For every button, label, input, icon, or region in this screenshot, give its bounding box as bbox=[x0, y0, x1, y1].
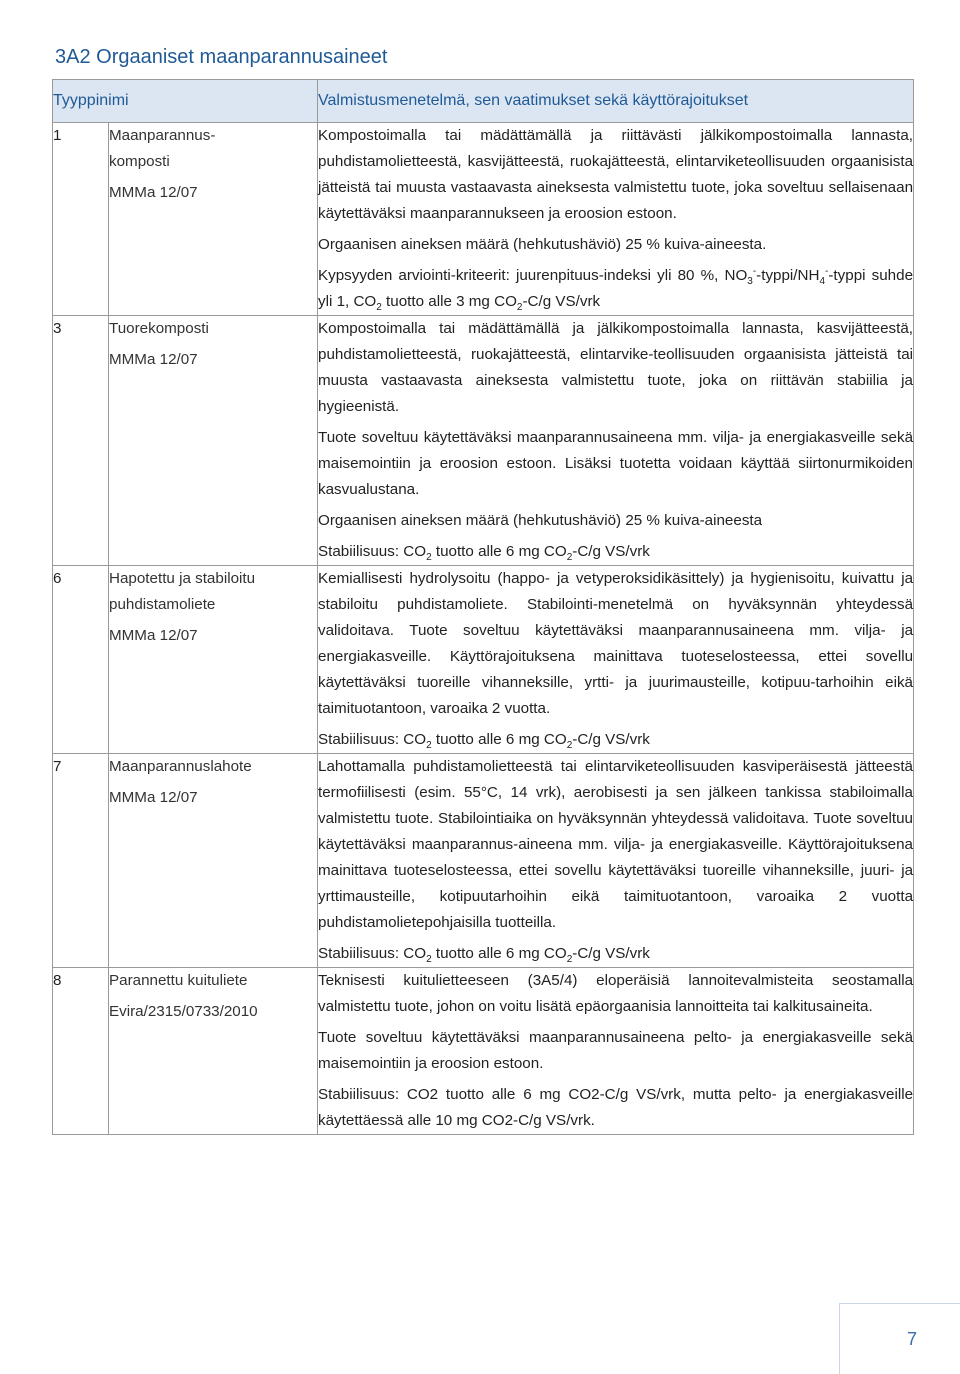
page-title: 3A2 Orgaaniset maanparannusaineet bbox=[55, 46, 388, 68]
row-number: 3 bbox=[53, 316, 109, 566]
description-cell bbox=[318, 566, 914, 754]
description-cell bbox=[318, 316, 914, 566]
description-paragraph: Stabiilisuus: $CO_2$ tuotto alle 6 mg $CO_2-C/g$ VS/vrk bbox=[318, 731, 650, 752]
regulation-code: MMMa 12/07 bbox=[109, 789, 198, 806]
row-number: 8 bbox=[53, 968, 109, 1135]
description-paragraph: Kompostoimalla tai mädättämällä ja jälkikompostoimalla lannasta, kasvijätteestä, puhdistamolietteestä, ruokajätteestä, elintarvike-teollisuuden orgaanisista jätteistä tai muusta vastaavasta aineksesta valmistettu tuote, joka on riittävän stabiilia ja hygieenistä. bbox=[318, 320, 914, 415]
description-paragraph: Tuote soveltuu käytettäväksi maanparannusaineena pelto- ja energiakasveille sekä maisemointiin ja eroosion estoon. bbox=[318, 1029, 914, 1072]
description-paragraph: Tuote soveltuu käytettäväksi maanparannusaineena mm. vilja- ja energiakasveille sekä maisemointiin ja eroosion estoon. Lisäksi tuotetta voidaan käyttää siirtonurmikoiden kasvualustana. bbox=[318, 429, 914, 498]
header-type-name: Tyyppinimi bbox=[53, 80, 318, 123]
header-description: Valmistusmenetelmä, sen vaatimukset sekä käyttörajoitukset bbox=[318, 80, 914, 123]
type-name-cell bbox=[109, 566, 318, 754]
description-paragraph: Orgaanisen aineksen määrä (hehkutushäviö) 25 % kuiva-aineesta bbox=[318, 512, 763, 529]
description-cell bbox=[318, 123, 914, 316]
page-number: 7 bbox=[907, 1329, 918, 1349]
description-paragraph: Teknisesti kuitulietteeseen (3A5/4) eloperäisiä lannoitevalmisteita seostamalla valmistettu tuote, johon on voitu lisätä epäorgaanisia lannoitteita tai kalkitusaineita. bbox=[318, 972, 914, 1015]
type-name-cell bbox=[109, 123, 318, 316]
description-paragraph: Stabiilisuus: CO2 tuotto alle 6 mg CO2-C/g VS/vrk, mutta pelto- ja energiakasveille käytettäessä alle 10 mg CO2-C/g VS/vrk. bbox=[318, 1086, 914, 1129]
description-paragraph: Stabiilisuus: $CO_2$ tuotto alle 6 mg $CO_2-C/g$ VS/vrk bbox=[318, 945, 650, 966]
page-number-frame bbox=[839, 1303, 960, 1374]
description-cell bbox=[318, 968, 914, 1135]
type-name-cell bbox=[109, 754, 318, 968]
regulation-code: Evira/2315/0733/2010 bbox=[109, 1003, 258, 1020]
table-row bbox=[53, 754, 914, 968]
type-name: Maanparannuslahote bbox=[109, 758, 252, 775]
table-body bbox=[53, 123, 914, 1135]
description-paragraph: Stabiilisuus: $CO_2$ tuotto alle 6 mg $CO_2-C/g$ VS/vrk bbox=[318, 543, 650, 564]
description-paragraph: Kypsyyden arviointi-kriteerit: juurenpituus-indeksi yli 80 %, $NO_3^--typpi/NH_4^-$-typpi suhde yli 1, $CO_2$ tuotto alle 3 mg $CO_2-C/g$ VS/vrk bbox=[318, 265, 914, 314]
type-name: Maanparannus- bbox=[109, 127, 216, 144]
table-header-row bbox=[53, 80, 914, 123]
table-row bbox=[53, 968, 914, 1135]
fertilizer-table bbox=[52, 79, 914, 1135]
description-cell bbox=[318, 754, 914, 968]
regulation-code: MMMa 12/07 bbox=[109, 627, 198, 644]
regulation-code: MMMa 12/07 bbox=[109, 351, 198, 368]
regulation-code: MMMa 12/07 bbox=[109, 184, 198, 201]
type-name: Hapotettu ja stabiloitu bbox=[109, 570, 256, 587]
row-number: 1 bbox=[53, 123, 109, 316]
row-number: 6 bbox=[53, 566, 109, 754]
table-row bbox=[53, 566, 914, 754]
type-name: komposti bbox=[109, 153, 170, 170]
row-number: 7 bbox=[53, 754, 109, 968]
type-name: Parannettu kuituliete bbox=[109, 972, 248, 989]
type-name: Tuorekomposti bbox=[109, 320, 209, 337]
table-row bbox=[53, 123, 914, 316]
type-name: puhdistamoliete bbox=[109, 596, 216, 613]
type-name-cell bbox=[109, 316, 318, 566]
description-paragraph: Lahottamalla puhdistamolietteestä tai elintarviketeollisuuden kasviperäisestä jätteestä termofiilisesti (esim. 55°C, 14 vrk), aerobisesti ja sen jälkeen tankissa stabiloimalla valmistettu tuote. Stabilointiaika on hyväksynnän yhteydessä validoitava. Tuote soveltuu käytettäväksi maanparannus-aineena mm. vilja- ja energiakasveille. Käyttörajoituksena mainittava tuoteselosteessa, ettei sovellu käytettäväksi tuoreille vihanneksille, juuri- ja yrttimausteille, kotipuutarhoihin eikä taimituotantoon, varoaika 2 vuotta puhdistamolietepohjaisilla tuotteilla. bbox=[318, 758, 914, 931]
description-paragraph: Kemiallisesti hydrolysoitu (happo- ja vetyperoksidikäsittely) ja hygienisoitu, kuivattu ja stabiloitu puhdistamoliete. Stabilointi-menetelmä on hyväksynnän yhteydessä validoitava. Tuote soveltuu käytettäväksi maanparannusaineena mm. vilja- ja energiakasveille. Käyttörajoituksena mainittava tuoteselosteessa, ettei sovellu käytettäväksi tuoreille vihanneksille, yrtti- ja juurimausteille, kotipuu-tarhoihin eikä taimituotantoon, varoaika 2 vuotta. bbox=[318, 570, 914, 717]
table-row bbox=[53, 316, 914, 566]
description-paragraph: Orgaanisen aineksen määrä (hehkutushäviö) 25 % kuiva-aineesta. bbox=[318, 236, 767, 253]
description-paragraph: Kompostoimalla tai mädättämällä ja riittävästi jälkikompostoimalla lannasta, puhdistamolietteestä, kasvijätteestä, ruokajätteestä, elintarviketeollisuuden orgaanisista jätteistä tai muusta vastaavasta aineksesta valmistettu tuote, joka soveltuu sellaisenaan käytettäväksi maanparannukseen ja eroosion estoon. bbox=[318, 127, 914, 222]
type-name-cell bbox=[109, 968, 318, 1135]
